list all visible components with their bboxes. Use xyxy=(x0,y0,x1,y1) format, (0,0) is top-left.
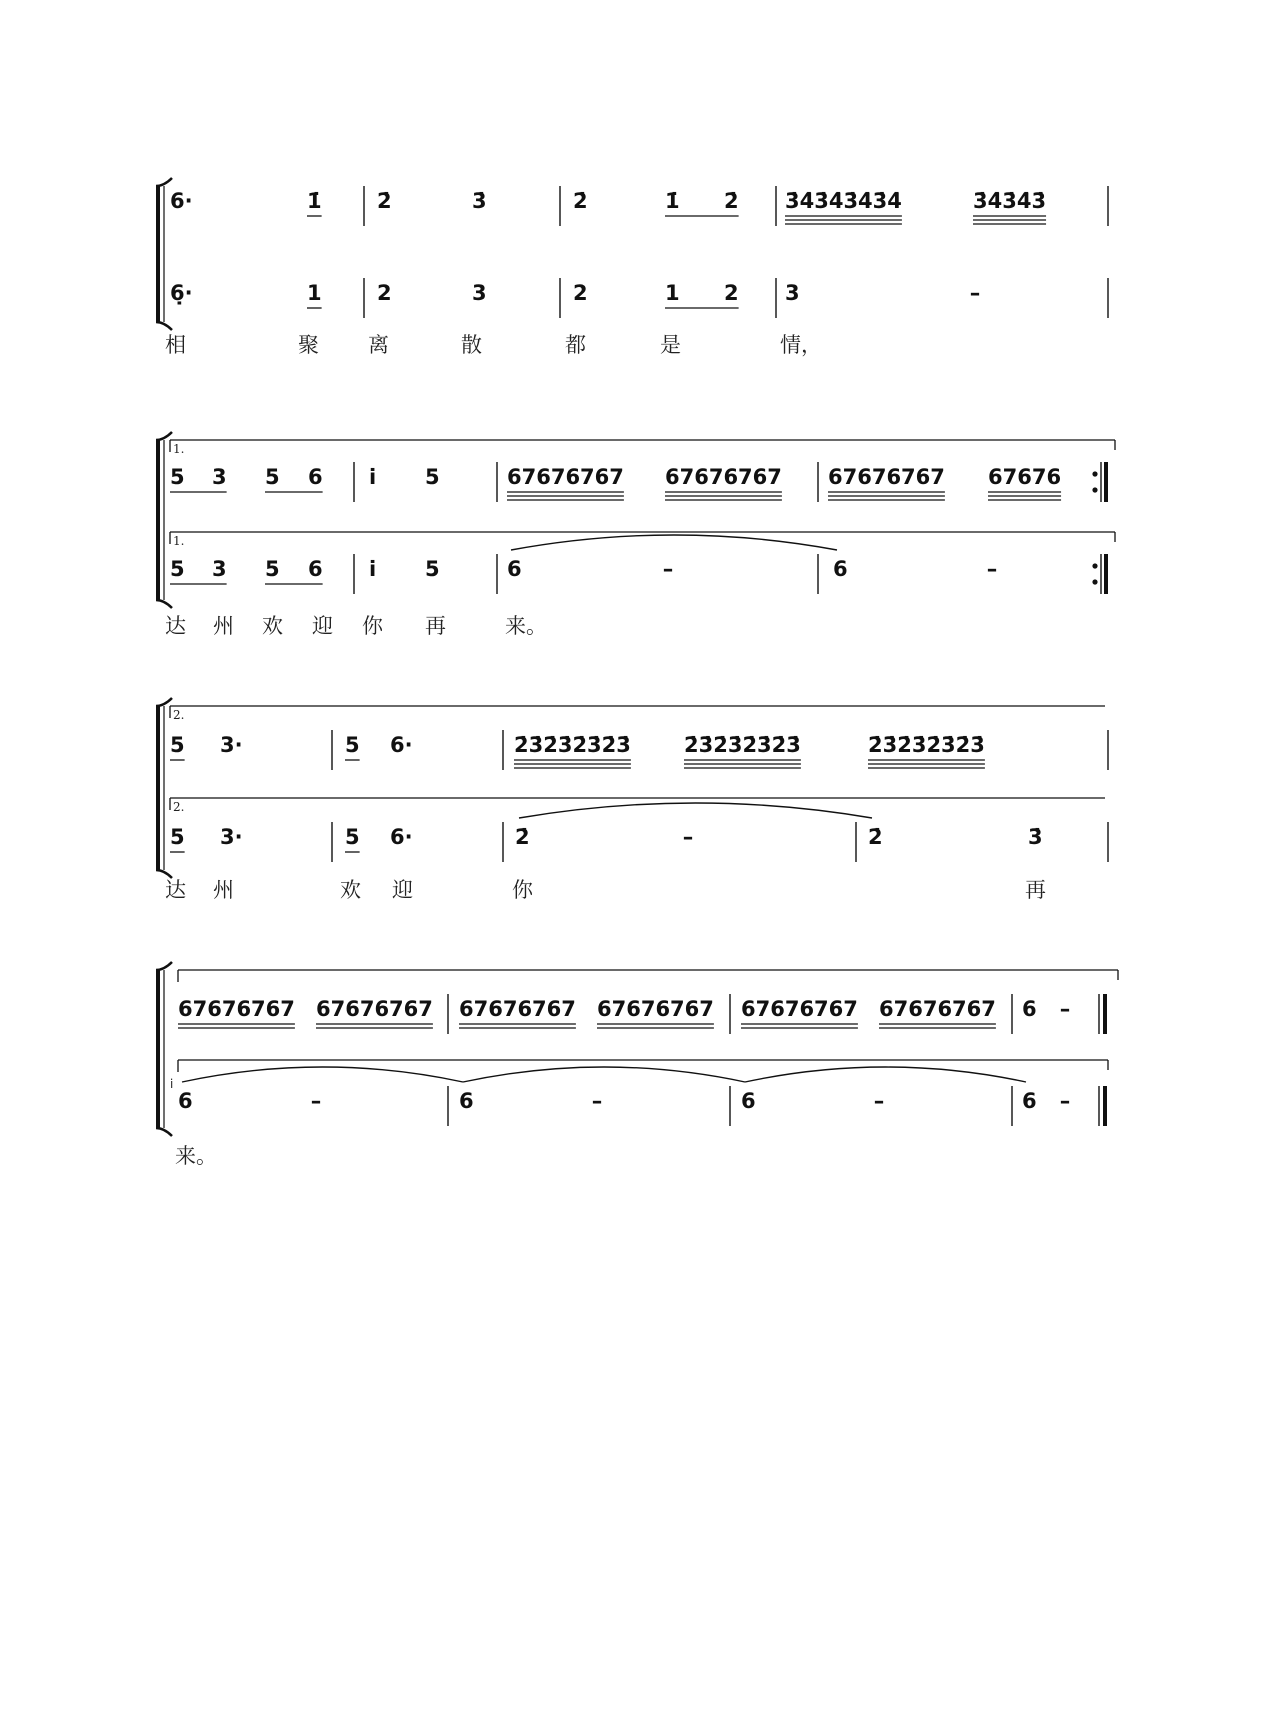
system-3-bracket-bottom-hook xyxy=(156,870,172,878)
lyric-syllable: 散 xyxy=(461,333,482,357)
note-group: 2 xyxy=(377,281,392,305)
grace-note: i̇ xyxy=(170,1077,174,1091)
tie-slur xyxy=(463,1067,745,1082)
note-group: 2 xyxy=(573,281,588,305)
note-group: 6 xyxy=(459,1089,474,1113)
note-group: 6 xyxy=(1022,1089,1037,1113)
note-group: 2̇ xyxy=(377,189,392,213)
end-barline-dot-lower xyxy=(1092,579,1097,584)
lyric-syllable: 来。 xyxy=(175,1144,217,1168)
extension-dash: – xyxy=(986,557,998,581)
note-group: 2̇3̇2̇3̇2̇3̇2̇3̇ xyxy=(684,733,801,757)
note-group: 1̇ xyxy=(665,189,680,213)
note-group: 67676767 xyxy=(597,997,714,1021)
lyric-syllable: 再 xyxy=(1025,878,1046,902)
lyric-syllable: 达 xyxy=(165,614,186,638)
note-group: 5 xyxy=(170,733,185,757)
note-group: 67676767 xyxy=(665,465,782,489)
note-group: 2̇ xyxy=(868,825,883,849)
note-group: 5 xyxy=(265,557,280,581)
lyric-syllable: 都 xyxy=(565,333,586,357)
system-1-bracket-top-hook xyxy=(156,178,172,186)
note-group: 2̇3̇2̇3̇2̇3̇2̇3̇ xyxy=(514,733,631,757)
end-barline-dot-upper xyxy=(1092,563,1097,568)
note-group: 5 xyxy=(170,825,185,849)
system-1-bracket-bottom-hook xyxy=(156,322,172,330)
lyric-syllable: 欢 xyxy=(262,614,283,638)
note-group: 3̇4̇3̇4̇3̇ xyxy=(973,189,1047,213)
system-4-bracket-top-hook xyxy=(156,962,172,970)
extension-dash: – xyxy=(1059,997,1071,1021)
system-3-bracket-top-hook xyxy=(156,698,172,706)
system-2-bracket-top-hook xyxy=(156,432,172,440)
note-group: 67676 xyxy=(988,465,1062,489)
tie-slur xyxy=(511,535,837,550)
system-2-bracket-bottom-hook xyxy=(156,600,172,608)
lyric-syllable: 聚 xyxy=(298,333,319,357)
extension-dash: – xyxy=(969,281,981,305)
extension-dash: – xyxy=(591,1089,603,1113)
note-group: i̇ xyxy=(369,557,377,581)
note-group: 3· xyxy=(220,733,243,757)
note-group: 3̇ xyxy=(1028,825,1043,849)
note-group: 67676767 xyxy=(459,997,576,1021)
tie-slur xyxy=(182,1067,463,1082)
note-group: 3 xyxy=(785,281,800,305)
note-group: 6̣· xyxy=(170,281,193,305)
note-group: 5 xyxy=(345,733,360,757)
note-group: 1 xyxy=(665,281,680,305)
note-group: 2 xyxy=(724,281,739,305)
note-group: 67676767 xyxy=(507,465,624,489)
note-group: 67676767 xyxy=(178,997,295,1021)
extension-dash: – xyxy=(682,825,694,849)
note-group: 6 xyxy=(741,1089,756,1113)
lyric-syllable: 迎 xyxy=(312,614,333,638)
extension-dash: – xyxy=(310,1089,322,1113)
extension-dash: – xyxy=(873,1089,885,1113)
tie-slur xyxy=(745,1067,1026,1082)
extension-dash: – xyxy=(662,557,674,581)
note-group: 5 xyxy=(425,557,440,581)
note-group: 6 xyxy=(178,1089,193,1113)
note-group: 2̇ xyxy=(573,189,588,213)
system-2-volta-number: 1. xyxy=(173,534,185,548)
lyric-syllable: 来。 xyxy=(505,614,547,638)
lyric-syllable: 州 xyxy=(213,878,234,902)
note-group: 3 xyxy=(212,465,227,489)
note-group: 3 xyxy=(212,557,227,581)
note-group: 1̇ xyxy=(307,189,322,213)
lyric-syllable: 再 xyxy=(425,614,446,638)
note-group: 5 xyxy=(265,465,280,489)
system-3-volta-number: 2. xyxy=(173,708,185,722)
lyric-syllable: 相 xyxy=(165,333,186,357)
tie-slur xyxy=(519,803,872,818)
lyric-syllable: 情， xyxy=(780,333,822,357)
note-group: 67676767 xyxy=(828,465,945,489)
note-group: 5 xyxy=(170,557,185,581)
note-group: 3 xyxy=(472,281,487,305)
extension-dash: – xyxy=(1059,1089,1071,1113)
note-group: 3̇4̇3̇4̇3̇4̇3̇4̇ xyxy=(785,189,902,213)
note-group: 3̇ xyxy=(472,189,487,213)
end-barline-dot-upper xyxy=(1092,471,1097,476)
note-group: 6· xyxy=(170,189,193,213)
lyric-syllable: 你 xyxy=(362,614,383,638)
note-group: 67676767 xyxy=(879,997,996,1021)
system-4-bracket-bottom-hook xyxy=(156,1128,172,1136)
lyric-syllable: 达 xyxy=(165,878,186,902)
note-group: 5 xyxy=(170,465,185,489)
note-group: 6 xyxy=(507,557,522,581)
lyric-syllable: 是 xyxy=(660,333,681,357)
lyric-syllable: 州 xyxy=(213,614,234,638)
note-group: 5 xyxy=(345,825,360,849)
lyric-syllable: 你 xyxy=(512,878,533,902)
note-group: i̇ xyxy=(369,465,377,489)
system-3-volta-number: 2. xyxy=(173,800,185,814)
note-group: 5 xyxy=(425,465,440,489)
note-group: 67676767 xyxy=(316,997,433,1021)
lyric-syllable: 欢 xyxy=(340,878,361,902)
note-group: 3· xyxy=(220,825,243,849)
note-group: 6· xyxy=(390,733,413,757)
note-group: 6 xyxy=(308,465,323,489)
note-group: 2̇3̇2̇3̇2̇3̇2̇3̇ xyxy=(868,733,985,757)
system-2-volta-number: 1. xyxy=(173,442,185,456)
note-group: 6 xyxy=(308,557,323,581)
note-group: 1 xyxy=(307,281,322,305)
lyric-syllable: 迎 xyxy=(392,878,413,902)
lyric-syllable: 离 xyxy=(368,333,389,357)
note-group: 6 xyxy=(833,557,848,581)
note-group: 2̇ xyxy=(724,189,739,213)
note-group: 6 xyxy=(1022,997,1037,1021)
note-group: 2̇ xyxy=(515,825,530,849)
note-group: 6· xyxy=(390,825,413,849)
end-barline-dot-lower xyxy=(1092,487,1097,492)
note-group: 67676767 xyxy=(741,997,858,1021)
